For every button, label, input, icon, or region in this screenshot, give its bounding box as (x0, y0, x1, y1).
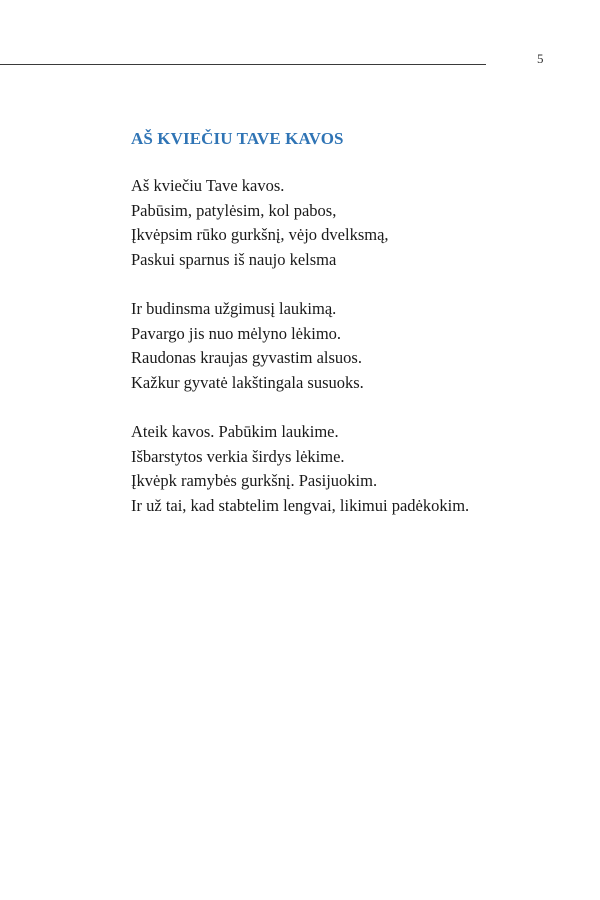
poem-line: Ateik kavos. Pabūkim laukime. (131, 422, 339, 441)
poem-line: Įkvėpk ramybės gurkšnį. Pasijuokim. (131, 471, 378, 490)
poem-line: Išbarstytos verkia širdys lėkime. (131, 446, 345, 466)
poem-line: Raudonas kraujas gyvastim alsuos. (131, 348, 362, 367)
poem-line: Paskui sparnus iš naujo kelsma (131, 249, 337, 269)
poem-line: Ir budinsma užgimusį laukimą. (131, 299, 337, 318)
poem-line: Ir už tai, kad stabtelim lengvai, likimui padėkokim. (131, 495, 470, 515)
poem-line: Pabūsim, patylėsim, kol pabos, (131, 200, 337, 220)
poem-line: Kažkur gyvatė lakštingala susuoks. (131, 372, 364, 392)
poem-stanzas (131, 174, 581, 518)
poem-title: AŠ KVIEČIU TAVE KAVOS (131, 129, 344, 148)
poem-line: Aš kviečiu Tave kavos. (131, 176, 285, 195)
header-rule (0, 64, 486, 65)
poem-line: Pavargo jis nuo mėlyno lėkimo. (131, 323, 342, 343)
stanza-3 (131, 420, 581, 518)
stanza-1 (131, 174, 581, 272)
poem (131, 128, 581, 543)
poem-line: Įkvėpsim rūko gurkšnį, vėjo dvelksmą, (131, 225, 389, 244)
page-number: 5 (537, 51, 544, 66)
stanza-2 (131, 297, 581, 395)
